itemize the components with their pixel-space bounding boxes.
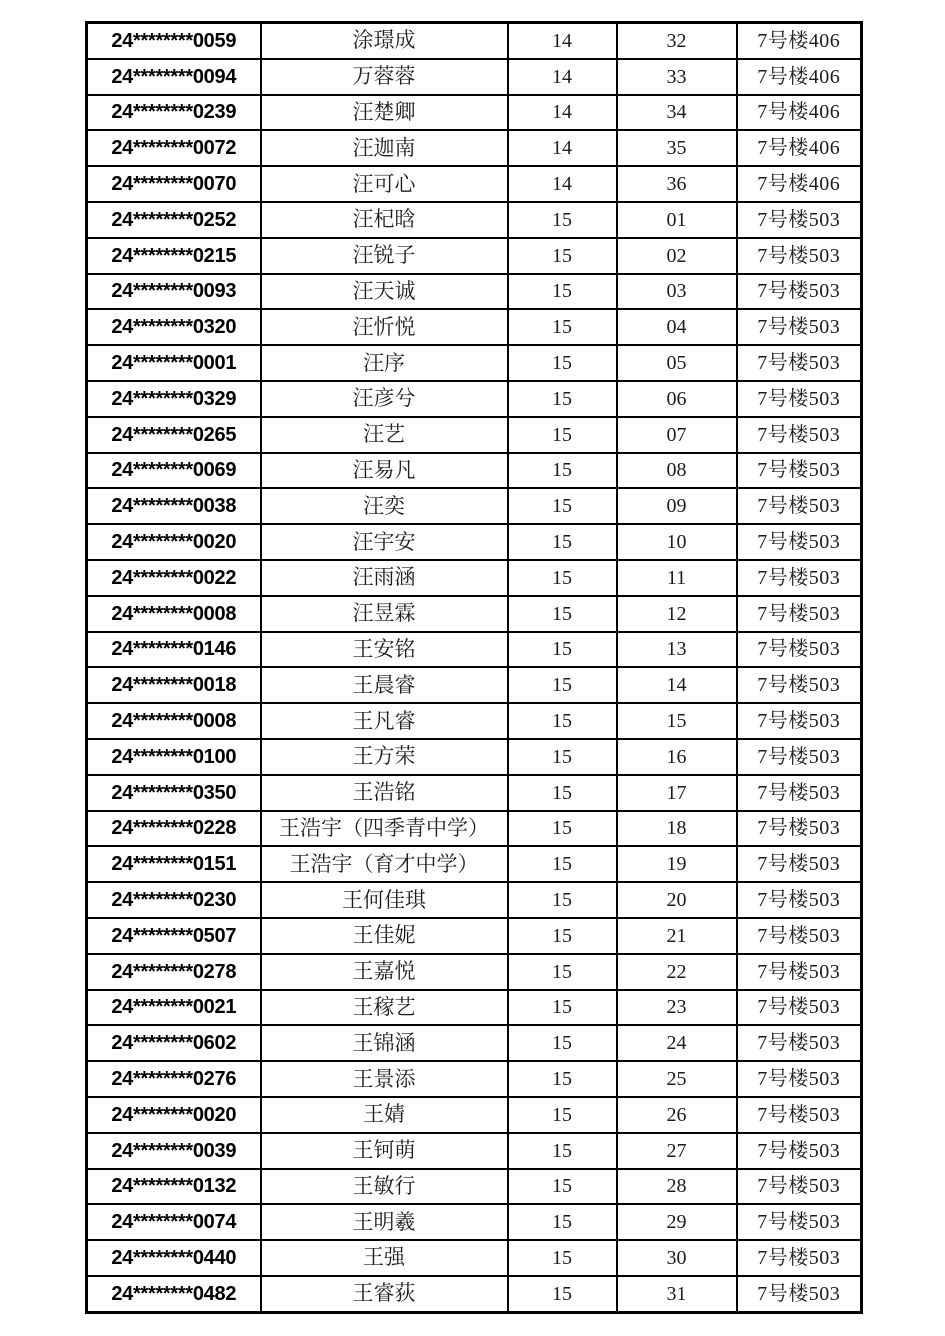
table-row bbox=[87, 918, 862, 954]
name-cell: 汪忻悦 bbox=[261, 309, 508, 345]
table-row bbox=[87, 95, 862, 131]
seat-no-cell: 16 bbox=[617, 739, 737, 775]
building-room-cell: 7号楼406 bbox=[737, 23, 862, 59]
session-no-cell: 15 bbox=[508, 703, 617, 739]
session-no-cell: 15 bbox=[508, 417, 617, 453]
table-row bbox=[87, 274, 862, 310]
seat-no-cell: 26 bbox=[617, 1097, 737, 1133]
name-cell: 王安铭 bbox=[261, 632, 508, 668]
exam-id-cell: 24********0093 bbox=[87, 274, 261, 310]
table-row bbox=[87, 632, 862, 668]
table-row bbox=[87, 560, 862, 596]
table-row bbox=[87, 1097, 862, 1133]
table-row bbox=[87, 846, 862, 882]
seat-no-cell: 23 bbox=[617, 990, 737, 1026]
building-room-cell: 7号楼503 bbox=[737, 345, 862, 381]
session-no-cell: 15 bbox=[508, 811, 617, 847]
exam-id-cell: 24********0329 bbox=[87, 381, 261, 417]
name-cell: 王浩宇（四季青中学） bbox=[261, 811, 508, 847]
building-room-cell: 7号楼503 bbox=[737, 417, 862, 453]
exam-id-cell: 24********0069 bbox=[87, 453, 261, 489]
seat-no-cell: 35 bbox=[617, 130, 737, 166]
table-row bbox=[87, 381, 862, 417]
name-cell: 王锦涵 bbox=[261, 1025, 508, 1061]
seat-no-cell: 22 bbox=[617, 954, 737, 990]
name-cell: 汪宇安 bbox=[261, 524, 508, 560]
building-room-cell: 7号楼503 bbox=[737, 954, 862, 990]
building-room-cell: 7号楼503 bbox=[737, 990, 862, 1026]
building-room-cell: 7号楼406 bbox=[737, 130, 862, 166]
session-no-cell: 15 bbox=[508, 1204, 617, 1240]
exam-id-cell: 24********0094 bbox=[87, 59, 261, 95]
seat-no-cell: 24 bbox=[617, 1025, 737, 1061]
building-room-cell: 7号楼406 bbox=[737, 95, 862, 131]
exam-id-cell: 24********0021 bbox=[87, 990, 261, 1026]
exam-id-cell: 24********0507 bbox=[87, 918, 261, 954]
table-row bbox=[87, 882, 862, 918]
name-cell: 汪序 bbox=[261, 345, 508, 381]
building-room-cell: 7号楼503 bbox=[737, 775, 862, 811]
name-cell: 王强 bbox=[261, 1240, 508, 1276]
table-row bbox=[87, 1276, 862, 1312]
session-no-cell: 14 bbox=[508, 59, 617, 95]
seat-no-cell: 07 bbox=[617, 417, 737, 453]
building-room-cell: 7号楼503 bbox=[737, 882, 862, 918]
exam-id-cell: 24********0239 bbox=[87, 95, 261, 131]
name-cell: 汪奕 bbox=[261, 488, 508, 524]
session-no-cell: 14 bbox=[508, 95, 617, 131]
seat-no-cell: 01 bbox=[617, 202, 737, 238]
session-no-cell: 15 bbox=[508, 560, 617, 596]
session-no-cell: 15 bbox=[508, 739, 617, 775]
building-room-cell: 7号楼503 bbox=[737, 1204, 862, 1240]
seat-no-cell: 31 bbox=[617, 1276, 737, 1312]
table-row bbox=[87, 1204, 862, 1240]
session-no-cell: 15 bbox=[508, 274, 617, 310]
name-cell: 王稼艺 bbox=[261, 990, 508, 1026]
session-no-cell: 15 bbox=[508, 1133, 617, 1169]
exam-id-cell: 24********0001 bbox=[87, 345, 261, 381]
table-row bbox=[87, 990, 862, 1026]
seat-no-cell: 36 bbox=[617, 166, 737, 202]
seat-no-cell: 15 bbox=[617, 703, 737, 739]
exam-id-cell: 24********0072 bbox=[87, 130, 261, 166]
name-cell: 汪迦南 bbox=[261, 130, 508, 166]
table-row bbox=[87, 309, 862, 345]
session-no-cell: 15 bbox=[508, 1097, 617, 1133]
exam-id-cell: 24********0039 bbox=[87, 1133, 261, 1169]
building-room-cell: 7号楼503 bbox=[737, 667, 862, 703]
building-room-cell: 7号楼503 bbox=[737, 274, 862, 310]
building-room-cell: 7号楼503 bbox=[737, 381, 862, 417]
building-room-cell: 7号楼406 bbox=[737, 59, 862, 95]
exam-id-cell: 24********0059 bbox=[87, 23, 261, 59]
name-cell: 汪易凡 bbox=[261, 453, 508, 489]
exam-id-cell: 24********0008 bbox=[87, 596, 261, 632]
table-row bbox=[87, 166, 862, 202]
session-no-cell: 15 bbox=[508, 1169, 617, 1205]
session-no-cell: 15 bbox=[508, 882, 617, 918]
seat-no-cell: 28 bbox=[617, 1169, 737, 1205]
table-row bbox=[87, 238, 862, 274]
table-row bbox=[87, 130, 862, 166]
table-row bbox=[87, 417, 862, 453]
seat-no-cell: 21 bbox=[617, 918, 737, 954]
session-no-cell: 15 bbox=[508, 524, 617, 560]
exam-id-cell: 24********0215 bbox=[87, 238, 261, 274]
exam-id-cell: 24********0350 bbox=[87, 775, 261, 811]
exam-id-cell: 24********0008 bbox=[87, 703, 261, 739]
seat-no-cell: 04 bbox=[617, 309, 737, 345]
name-cell: 王钶萌 bbox=[261, 1133, 508, 1169]
session-no-cell: 15 bbox=[508, 345, 617, 381]
exam-id-cell: 24********0320 bbox=[87, 309, 261, 345]
session-no-cell: 15 bbox=[508, 1276, 617, 1312]
table-row bbox=[87, 1169, 862, 1205]
table-row bbox=[87, 703, 862, 739]
name-cell: 汪彦兮 bbox=[261, 381, 508, 417]
name-cell: 汪昱霖 bbox=[261, 596, 508, 632]
session-no-cell: 15 bbox=[508, 453, 617, 489]
session-no-cell: 15 bbox=[508, 381, 617, 417]
exam-id-cell: 24********0132 bbox=[87, 1169, 261, 1205]
building-room-cell: 7号楼503 bbox=[737, 238, 862, 274]
seat-no-cell: 13 bbox=[617, 632, 737, 668]
exam-id-cell: 24********0100 bbox=[87, 739, 261, 775]
exam-seating-table bbox=[85, 21, 863, 1314]
seat-no-cell: 06 bbox=[617, 381, 737, 417]
name-cell: 王方荣 bbox=[261, 739, 508, 775]
exam-id-cell: 24********0018 bbox=[87, 667, 261, 703]
exam-id-cell: 24********0070 bbox=[87, 166, 261, 202]
seat-no-cell: 10 bbox=[617, 524, 737, 560]
exam-id-cell: 24********0020 bbox=[87, 1097, 261, 1133]
seat-no-cell: 20 bbox=[617, 882, 737, 918]
building-room-cell: 7号楼503 bbox=[737, 1133, 862, 1169]
name-cell: 汪艺 bbox=[261, 417, 508, 453]
session-no-cell: 15 bbox=[508, 1061, 617, 1097]
name-cell: 王嘉悦 bbox=[261, 954, 508, 990]
table-row bbox=[87, 1240, 862, 1276]
session-no-cell: 15 bbox=[508, 1240, 617, 1276]
building-room-cell: 7号楼503 bbox=[737, 453, 862, 489]
seat-no-cell: 05 bbox=[617, 345, 737, 381]
building-room-cell: 7号楼503 bbox=[737, 596, 862, 632]
table-row bbox=[87, 596, 862, 632]
building-room-cell: 7号楼503 bbox=[737, 811, 862, 847]
seat-no-cell: 25 bbox=[617, 1061, 737, 1097]
name-cell: 王佳妮 bbox=[261, 918, 508, 954]
name-cell: 王晨睿 bbox=[261, 667, 508, 703]
seat-no-cell: 12 bbox=[617, 596, 737, 632]
building-room-cell: 7号楼503 bbox=[737, 1240, 862, 1276]
session-no-cell: 15 bbox=[508, 202, 617, 238]
building-room-cell: 7号楼503 bbox=[737, 1061, 862, 1097]
building-room-cell: 7号楼503 bbox=[737, 632, 862, 668]
seat-no-cell: 29 bbox=[617, 1204, 737, 1240]
name-cell: 汪天诚 bbox=[261, 274, 508, 310]
session-no-cell: 15 bbox=[508, 775, 617, 811]
table-row bbox=[87, 345, 862, 381]
table-row bbox=[87, 23, 862, 59]
building-room-cell: 7号楼503 bbox=[737, 560, 862, 596]
session-no-cell: 15 bbox=[508, 596, 617, 632]
name-cell: 王明羲 bbox=[261, 1204, 508, 1240]
table-row bbox=[87, 1025, 862, 1061]
building-room-cell: 7号楼503 bbox=[737, 524, 862, 560]
name-cell: 汪杞晗 bbox=[261, 202, 508, 238]
session-no-cell: 15 bbox=[508, 846, 617, 882]
table-row bbox=[87, 811, 862, 847]
name-cell: 王浩铭 bbox=[261, 775, 508, 811]
table-row bbox=[87, 524, 862, 560]
session-no-cell: 15 bbox=[508, 918, 617, 954]
table-row bbox=[87, 59, 862, 95]
name-cell: 王婧 bbox=[261, 1097, 508, 1133]
exam-id-cell: 24********0022 bbox=[87, 560, 261, 596]
session-no-cell: 15 bbox=[508, 990, 617, 1026]
name-cell: 汪锐子 bbox=[261, 238, 508, 274]
table-body bbox=[87, 23, 862, 1313]
exam-id-cell: 24********0276 bbox=[87, 1061, 261, 1097]
building-room-cell: 7号楼406 bbox=[737, 166, 862, 202]
seat-no-cell: 03 bbox=[617, 274, 737, 310]
session-no-cell: 15 bbox=[508, 632, 617, 668]
seat-no-cell: 18 bbox=[617, 811, 737, 847]
exam-id-cell: 24********0151 bbox=[87, 846, 261, 882]
exam-id-cell: 24********0020 bbox=[87, 524, 261, 560]
table-row bbox=[87, 667, 862, 703]
seat-no-cell: 08 bbox=[617, 453, 737, 489]
name-cell: 王敏行 bbox=[261, 1169, 508, 1205]
name-cell: 汪可心 bbox=[261, 166, 508, 202]
building-room-cell: 7号楼503 bbox=[737, 202, 862, 238]
table-row bbox=[87, 202, 862, 238]
building-room-cell: 7号楼503 bbox=[737, 309, 862, 345]
table-row bbox=[87, 775, 862, 811]
building-room-cell: 7号楼503 bbox=[737, 703, 862, 739]
session-no-cell: 15 bbox=[508, 954, 617, 990]
building-room-cell: 7号楼503 bbox=[737, 918, 862, 954]
name-cell: 汪楚卿 bbox=[261, 95, 508, 131]
name-cell: 王睿荻 bbox=[261, 1276, 508, 1312]
building-room-cell: 7号楼503 bbox=[737, 739, 862, 775]
seat-no-cell: 19 bbox=[617, 846, 737, 882]
name-cell: 涂璟成 bbox=[261, 23, 508, 59]
building-room-cell: 7号楼503 bbox=[737, 488, 862, 524]
building-room-cell: 7号楼503 bbox=[737, 1276, 862, 1312]
session-no-cell: 14 bbox=[508, 23, 617, 59]
exam-id-cell: 24********0278 bbox=[87, 954, 261, 990]
session-no-cell: 15 bbox=[508, 488, 617, 524]
seat-no-cell: 32 bbox=[617, 23, 737, 59]
name-cell: 万蓉蓉 bbox=[261, 59, 508, 95]
seat-no-cell: 11 bbox=[617, 560, 737, 596]
session-no-cell: 15 bbox=[508, 1025, 617, 1061]
exam-id-cell: 24********0265 bbox=[87, 417, 261, 453]
table-row bbox=[87, 488, 862, 524]
seat-no-cell: 33 bbox=[617, 59, 737, 95]
name-cell: 王浩宇（育才中学） bbox=[261, 846, 508, 882]
table-row bbox=[87, 1133, 862, 1169]
exam-id-cell: 24********0230 bbox=[87, 882, 261, 918]
session-no-cell: 14 bbox=[508, 130, 617, 166]
building-room-cell: 7号楼503 bbox=[737, 1025, 862, 1061]
seat-no-cell: 14 bbox=[617, 667, 737, 703]
building-room-cell: 7号楼503 bbox=[737, 846, 862, 882]
seat-no-cell: 17 bbox=[617, 775, 737, 811]
exam-id-cell: 24********0440 bbox=[87, 1240, 261, 1276]
table-row bbox=[87, 453, 862, 489]
name-cell: 王何佳琪 bbox=[261, 882, 508, 918]
session-no-cell: 14 bbox=[508, 166, 617, 202]
seat-no-cell: 02 bbox=[617, 238, 737, 274]
seat-no-cell: 34 bbox=[617, 95, 737, 131]
exam-id-cell: 24********0252 bbox=[87, 202, 261, 238]
exam-id-cell: 24********0228 bbox=[87, 811, 261, 847]
session-no-cell: 15 bbox=[508, 309, 617, 345]
exam-id-cell: 24********0602 bbox=[87, 1025, 261, 1061]
seat-no-cell: 30 bbox=[617, 1240, 737, 1276]
session-no-cell: 15 bbox=[508, 238, 617, 274]
table-row bbox=[87, 1061, 862, 1097]
session-no-cell: 15 bbox=[508, 667, 617, 703]
exam-id-cell: 24********0038 bbox=[87, 488, 261, 524]
building-room-cell: 7号楼503 bbox=[737, 1097, 862, 1133]
exam-id-cell: 24********0074 bbox=[87, 1204, 261, 1240]
exam-id-cell: 24********0146 bbox=[87, 632, 261, 668]
name-cell: 王景添 bbox=[261, 1061, 508, 1097]
name-cell: 王凡睿 bbox=[261, 703, 508, 739]
name-cell: 汪雨涵 bbox=[261, 560, 508, 596]
exam-id-cell: 24********0482 bbox=[87, 1276, 261, 1312]
seat-no-cell: 09 bbox=[617, 488, 737, 524]
building-room-cell: 7号楼503 bbox=[737, 1169, 862, 1205]
table-row bbox=[87, 739, 862, 775]
seat-no-cell: 27 bbox=[617, 1133, 737, 1169]
table-row bbox=[87, 954, 862, 990]
